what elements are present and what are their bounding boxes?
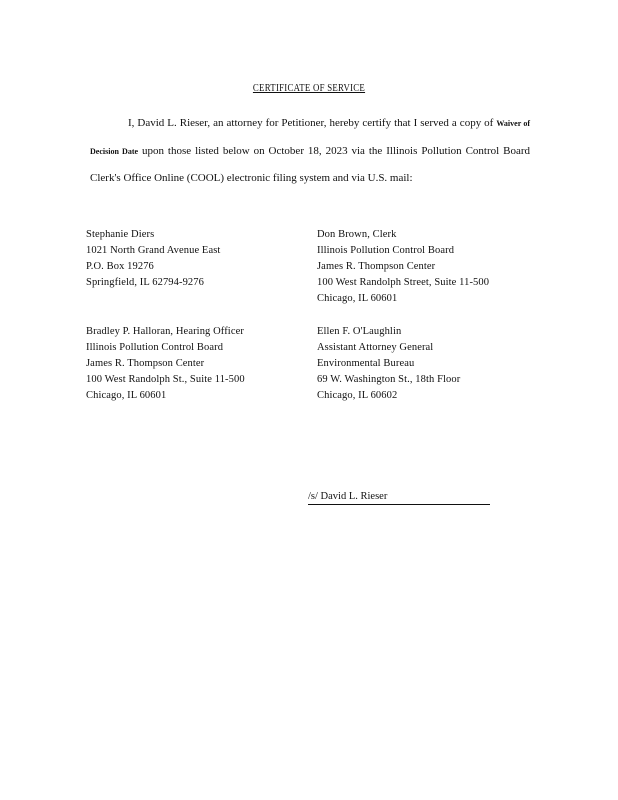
recipient-address-line: 100 West Randolph St., Suite 11-500 — [86, 374, 245, 385]
recipient-address-line: James R. Thompson Center — [317, 261, 436, 272]
recipient-address-line: 69 W. Washington St., 18th Floor — [317, 374, 461, 385]
recipient-block — [86, 324, 245, 404]
signature-text: /s/ David L. Rieser — [308, 491, 388, 502]
recipient-name: Ellen F. O'Laughlin — [317, 326, 402, 337]
served-document-title: Waiver of Decision Date — [90, 119, 531, 156]
recipient-address-line: P.O. Box 19276 — [86, 261, 154, 272]
recipient-address-line: Illinois Pollution Control Board — [317, 245, 455, 256]
signature-line — [308, 490, 490, 505]
recipient-block — [317, 324, 460, 404]
recipient-address-line: 1021 North Grand Avenue East — [86, 245, 221, 256]
recipient-block — [317, 227, 489, 307]
recipient-address-line: Chicago, IL 60601 — [86, 390, 167, 401]
recipient-address-line: Springfield, IL 62794-9276 — [86, 277, 204, 288]
recipient-name: Don Brown, Clerk — [317, 229, 397, 240]
recipient-address-line: Assistant Attorney General — [317, 342, 434, 353]
certification-text-part-2: upon those listed below on October 18, 2023 via the Illinois Pollution Control Board Clerk's Office Online (COOL) electronic filing system and via U.S. mail: — [90, 144, 531, 184]
certification-text-part-1: I, David L. Rieser, an attorney for Petitioner, hereby certify that I served a copy of — [128, 117, 494, 129]
recipient-name: Stephanie Diers — [86, 229, 155, 240]
recipient-address-line: Illinois Pollution Control Board — [86, 342, 224, 353]
certification-paragraph — [90, 110, 530, 193]
certificate-title-text: CERTIFICATE OF SERVICE — [252, 83, 366, 94]
recipient-address-line: Chicago, IL 60601 — [317, 293, 398, 304]
recipient-address-line: Chicago, IL 60602 — [317, 390, 398, 401]
recipient-block — [86, 227, 220, 291]
recipient-name: Bradley P. Halloran, Hearing Officer — [86, 326, 244, 337]
document-title — [37, 83, 581, 94]
recipient-address-line: James R. Thompson Center — [86, 358, 205, 369]
recipient-address-line: 100 West Randolph Street, Suite 11-500 — [317, 277, 490, 288]
recipient-address-line: Environmental Bureau — [317, 358, 415, 369]
